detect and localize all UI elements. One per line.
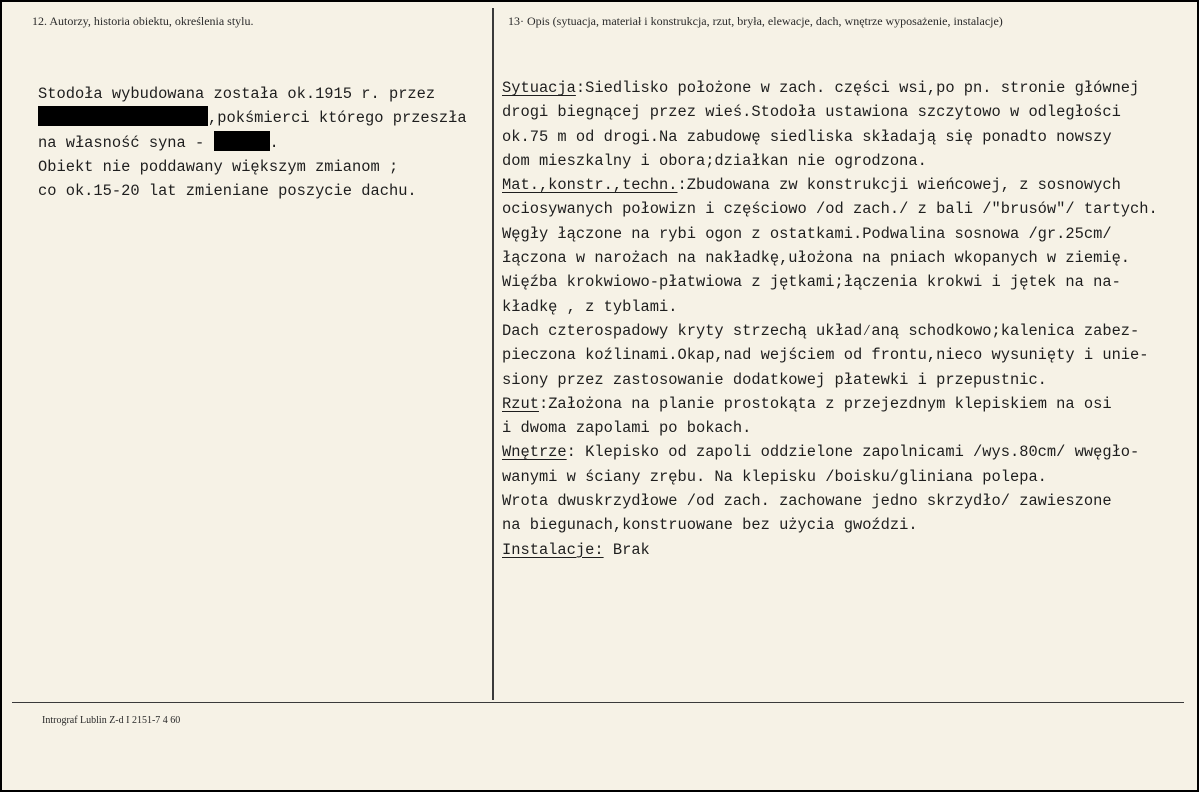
desc-line: łączona w narożach na nakładkę,ułożona na pniach wkopanych w ziemię. [502,249,1131,268]
label-instalacje: Instalacje: [502,540,604,559]
desc-line: na biegunach,konstruowane bez użycia gwoździ. [502,516,918,535]
desc-line: Więźba krokwiowo-płatwiowa z jętkami;łączenia krokwi i jętek na na- [502,273,1121,292]
desc-line: drogi biegnącej przez wieś.Stodoła ustawiona szczytowo w odległości [502,103,1121,122]
description-text [502,76,1158,562]
label-sytuacja: Sytuacja [502,79,576,97]
desc-line: :Zbudowana zw konstrukcji wieńcowej, z sosnowych [677,176,1121,195]
label-rzut: Rzut [502,394,539,413]
desc-line: :Założona na planie prostokąta z przejezdnym klepiskiem na osi [538,394,1112,413]
desc-line: Brak [603,540,650,559]
authors-history-text [38,82,467,203]
desc-line: : Klepisko od zapoli oddzielone zapolnicami /wys.80cm/ wwęgło- [566,443,1140,462]
vertical-divider [492,8,494,700]
label-material: Mat.,konstr.,techn. [502,176,678,195]
desc-line: dom mieszkalny i obora;działkan nie ogrodzona. [502,151,927,170]
redacted-name [38,106,208,126]
desc-line: :Siedlisko położone w zach. części wsi,po pn. stronie głównej [575,79,1140,97]
catalog-card [2,2,1197,790]
desc-line: Węgły łączone na rybi ogon z ostatkami.Podwalina sosnowa /gr.25cm/ [502,224,1112,243]
section-13-heading: 13· Opis (sytuacja, materiał i konstrukcja, rzut, bryła, elewacje, dach, wnętrze wyposażenie, instalacje) [508,14,1003,28]
desc-line: Dach czterospadowy kryty strzechą układ∕aną schodkowo;kalenica zabez- [502,321,1140,340]
left-line: . [269,133,279,152]
desc-line: i dwoma zapolami po bokach. [502,419,752,438]
desc-line: Wrota dwuskrzydłowe /od zach. zachowane jedno skrzydło/ zawieszone [502,492,1112,511]
desc-line: kładkę , z tyblami. [502,297,678,316]
left-line: Obiekt nie poddawany większym zmianom ; [38,157,399,176]
desc-line: siony przez zastosowanie dodatkowej płatewki i przepustnic. [502,370,1047,389]
desc-line: ok.75 m od drogi.Na zabudowę siedliska składają się ponadto nowszy [502,127,1112,146]
left-line: co ok.15-20 lat zmieniane poszycie dachu. [38,182,417,201]
desc-line: pieczona koźlinami.Okap,nad wejściem od frontu,nieco wysunięty i unie- [502,346,1149,365]
section-12-heading: 12. Autorzy, historia obiektu, określenia stylu. [32,14,254,28]
horizontal-divider [12,702,1184,703]
redacted-name [214,131,270,151]
left-line: ,pokśmierci którego przeszła [208,109,467,128]
desc-line: ociosywanych połowizn i częściowo /od zach./ z bali /"brusów"/ tartych. [502,200,1158,219]
left-line: na własność syna - [38,133,205,152]
desc-line: wanymi w ściany zrębu. Na klepisku /boisku/gliniana polepa. [502,467,1047,486]
printer-imprint: Intrograf Lublin Z-d I 2151-7 4 60 [42,715,181,726]
label-wnetrze: Wnętrze [502,443,567,462]
left-line: Stodoła wybudowana została ok.1915 r. przez [38,85,436,103]
